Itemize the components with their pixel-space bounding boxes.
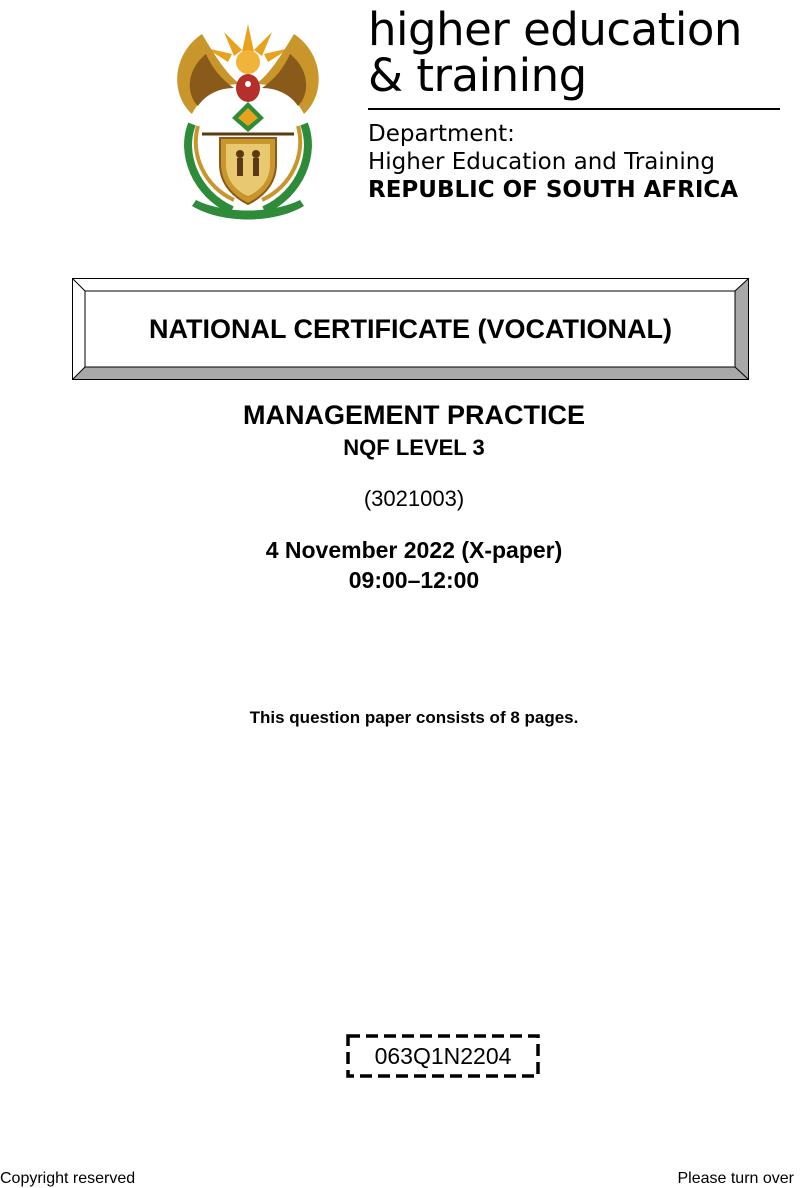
nqf-level: NQF LEVEL 3 <box>343 435 485 460</box>
certificate-title: NATIONAL CERTIFICATE (VOCATIONAL) <box>149 313 672 344</box>
logo-divider <box>368 108 780 110</box>
exam-time: 09:00–12:00 <box>348 567 480 593</box>
footer-copyright: Copyright reserved <box>0 1170 136 1187</box>
department-label: Department: <box>368 121 515 147</box>
exam-date: 4 November 2022 (X-paper) <box>265 537 563 563</box>
paper-code: 063Q1N2204 <box>374 1042 512 1069</box>
country-name: REPUBLIC OF SOUTH AFRICA <box>368 177 739 203</box>
logo-line-higher-education: higher education <box>368 3 742 56</box>
department-wordmark <box>368 3 788 204</box>
department-name: Higher Education and Training <box>368 149 715 175</box>
pages-note: This question paper consists of 8 pages. <box>249 708 579 727</box>
coat-of-arms-logo <box>162 14 334 224</box>
subject-code: (3021003) <box>363 486 465 511</box>
logo-line-training: & training <box>368 49 587 102</box>
paper-code-box <box>346 1034 540 1078</box>
subject-title: MANAGEMENT PRACTICE <box>243 400 585 430</box>
certificate-title-frame <box>72 278 749 380</box>
footer-turn-over: Please turn over <box>677 1170 794 1187</box>
